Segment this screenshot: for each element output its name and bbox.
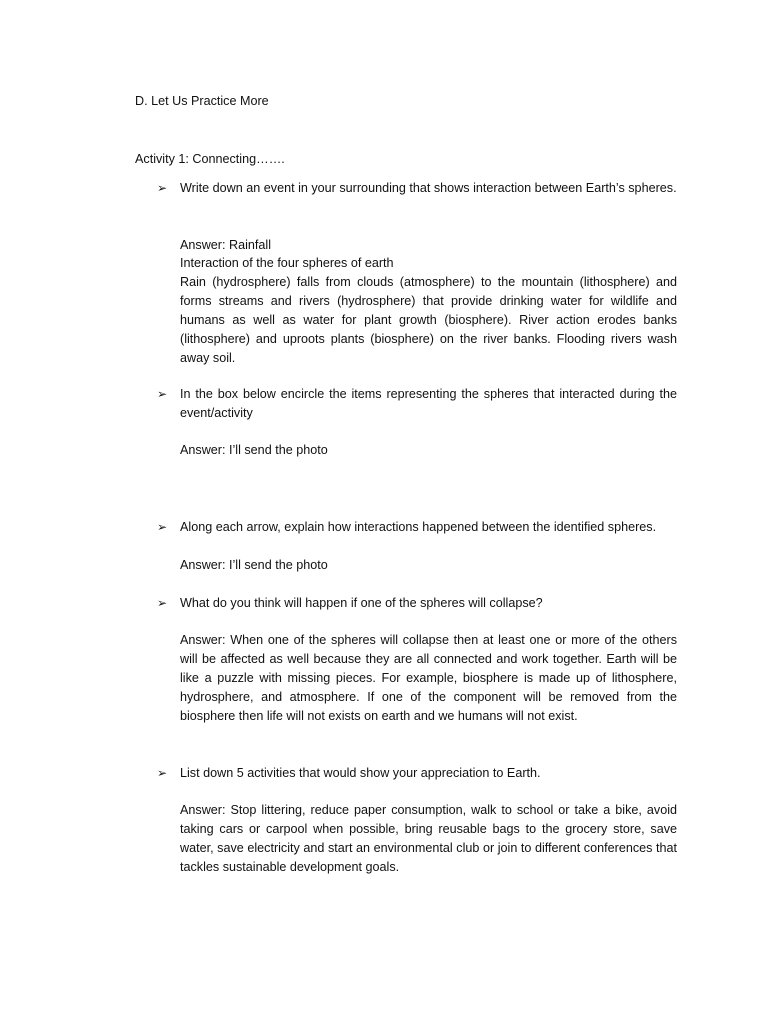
bullet-arrow-icon: ➢ <box>157 520 168 534</box>
answer-1-label: Answer: Rainfall <box>180 238 271 252</box>
question-4: What do you think will happen if one of the spheres will collapse? <box>180 596 543 610</box>
bullet-arrow-icon: ➢ <box>157 387 168 401</box>
question-2: In the box below encircle the items representing the spheres that interacted during the event/activity <box>180 387 677 420</box>
answer-5: Answer: Stop littering, reduce paper consumption, walk to school or take a bike, avoid taking cars or carpool when possible, bring reusable bags to the grocery store, save water, save electricity and start an environmental club or join to different conferences that tackles sustainable development goals. <box>180 803 677 874</box>
answer-1-paragraph: Rain (hydrosphere) falls from clouds (atmosphere) to the mountain (lithosphere) and forms streams and rivers (hydrosphere) that provide drinking water for wildlife and humans as well as water for plant growth (biosphere). River action erodes banks (lithosphere) and uproots plants (biosphere) on the river banks. Flooding rivers wash away soil. <box>180 275 677 365</box>
question-5: List down 5 activities that would show your appreciation to Earth. <box>180 766 541 780</box>
answer-3: Answer: I’ll send the photo <box>180 558 328 572</box>
answer-2: Answer: I’ll send the photo <box>180 443 328 457</box>
answer-4: Answer: When one of the spheres will collapse then at least one or more of the others will be affected as well because they are all connected and work together. Earth will be like a puzzle with missing pieces. For example, biosphere is made up of lithosphere, hydrosphere, and atmosphere. If one of the component will be removed from the biosphere then life will not exists on earth and we humans will not exist. <box>180 633 677 723</box>
section-heading: D. Let Us Practice More <box>135 94 269 108</box>
question-1: Write down an event in your surrounding that shows interaction between Earth’s spheres. <box>180 181 677 195</box>
question-3: Along each arrow, explain how interactions happened between the identified spheres. <box>180 520 657 534</box>
answer-1-subtitle: Interaction of the four spheres of earth <box>180 256 394 270</box>
activity-title: Activity 1: Connecting……. <box>135 152 285 166</box>
bullet-arrow-icon: ➢ <box>157 596 168 610</box>
bullet-arrow-icon: ➢ <box>157 766 168 780</box>
bullet-arrow-icon: ➢ <box>157 181 168 195</box>
